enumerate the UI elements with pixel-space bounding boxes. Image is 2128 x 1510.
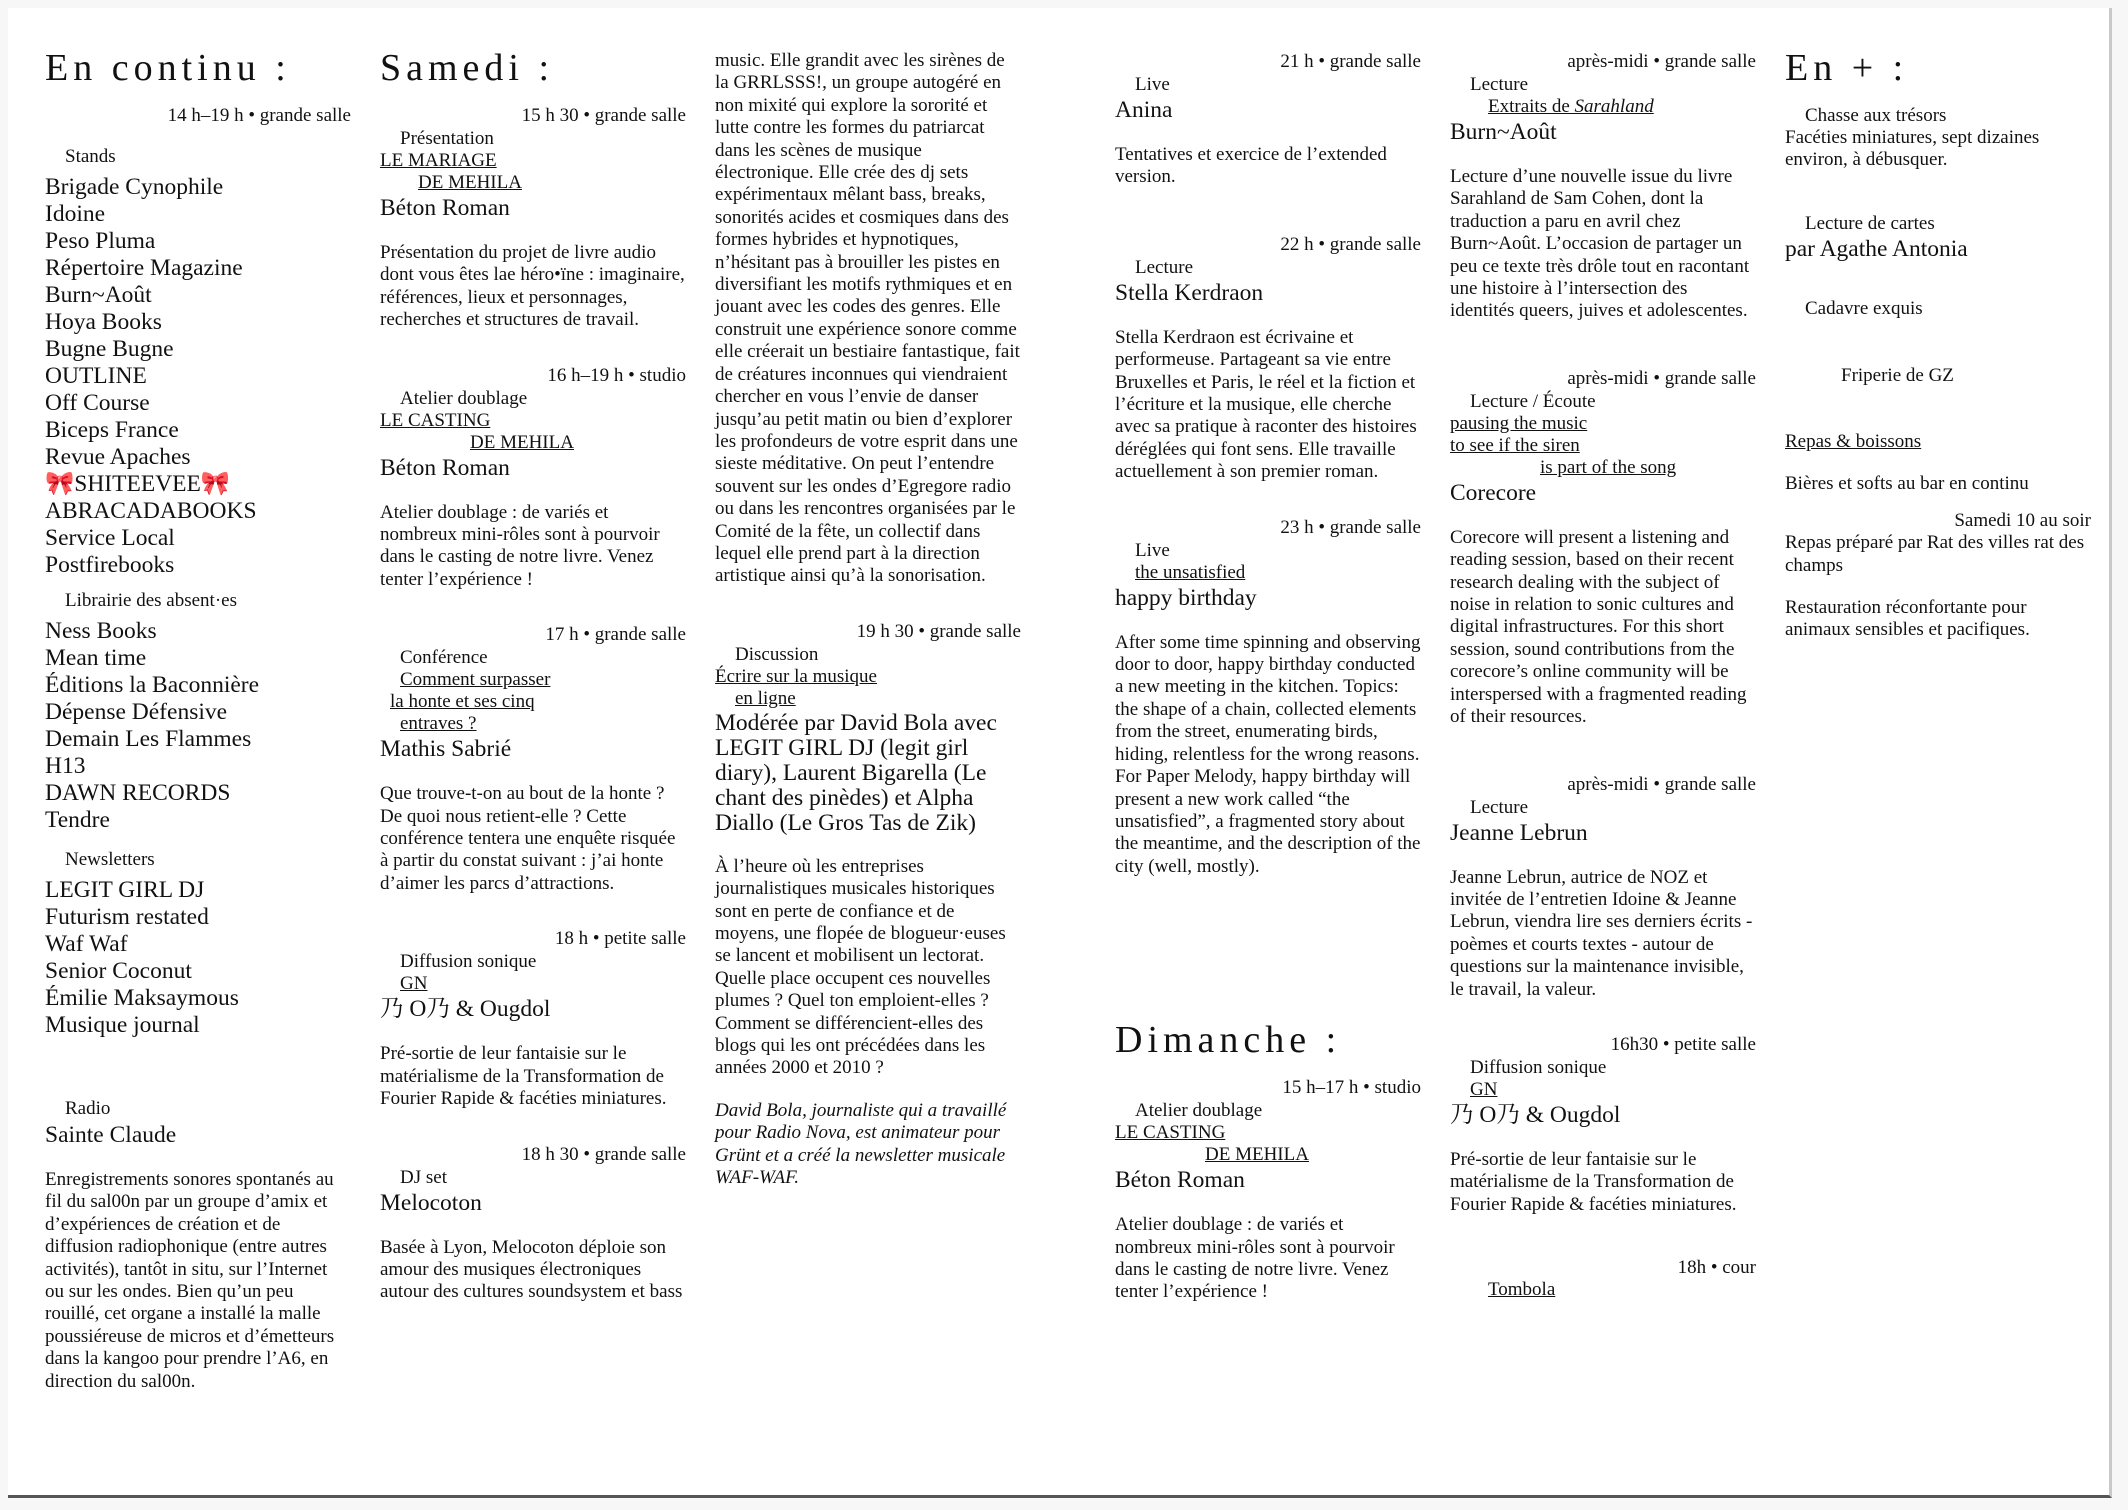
event-description: Corecore will present a listening and reading session, based on their recent research dealing with the subject of noise in relation to sonic cultures and digital infrastructures. For this short session, sound contributions from the corecore’s online community will be interspersed with a fragmented reading of their resources.: [1450, 526, 1747, 728]
radio-body: Enregistrements sonores spontanés au fil du sal00n par un groupe d’amix et d’expériences de création et de diffusion radiophonique (entre autres activités), tantôt in situ, sur l’Internet ou sur les ondes. Bien qu’un peu rouillé, cet organe a installé la malle poussiéreuse de micros et d’émetteurs dans la kangoo pour prendre l’A6, en direction du sal00n.: [45, 1169, 335, 1392]
event-kind: Lecture / Écoute: [1470, 390, 1596, 412]
event-artist: Corecore: [1450, 479, 1537, 506]
radio-label: Radio: [65, 1098, 111, 1119]
newsletters-label: Newsletters: [65, 849, 155, 870]
stand-item: Bugne Bugne: [45, 336, 174, 362]
event-description: Stella Kerdraon est écrivaine et performeuse. Partageant sa vie entre Bruxelles et Paris, le réel et la fiction et l’écriture et la musique, elle cherche avec sa pratique à raconter des histoires déréglées qui font sens. Elle travaille actuellement à son premier roman.: [1115, 326, 1417, 483]
event-description: After some time spinning and observing door to door, happy birthday conducted a new meeting in the kitchen. Topics: the shape of a chain, collected elements from the street, enumerating birds, hiding, relentless for the wrong reasons. For Paper Melody, happy birthday will present a new work called “the unsatisfied”, a fragmented story about the meantime, and the description of the city (well, mostly).: [1115, 631, 1421, 877]
event-kind: Présentation: [400, 128, 494, 149]
heading-en-continu: En continu :: [45, 47, 291, 89]
event-kind: Live: [1135, 74, 1170, 95]
event-description-continued: music. Elle grandit avec les sirènes de la GRRLSSS!, un groupe autogéré en non mixité qui explore la sororité et lutte contre les formes du patriarcat dans les scènes de musique électronique. Elle crée des dj sets expérimentaux mêlant bass, breaks, sonorités acides et cosmiques dans des formes hybrides et hypnotiques, n’hésitant pas à brouiller les pistes en diversifiant les motifs rythmiques et en jouant avec les codes des genres. Elle construit une expérience sonore comme elle créerait un bestiaire fantastique, fait de créatures inconnues qui viendraient chercher en vous l’envie de danser jusqu’au petit matin ou bien d’explorer les profondeurs de votre esprit dans une sieste méditative. On peut l’entendre souvent sur les ondes d’Egregore radio ou dans les rencontres organisées par le Comité de la fête, un collectif dans lequel elle prend part à la direction artistique ainsi qu’à la sonorisation.: [715, 50, 1020, 587]
event-kind: Atelier doublage: [400, 387, 528, 409]
event-description: Atelier doublage : de variés et nombreux mini-rôles sont à pourvoir dans le casting de notre livre. Venez tenter l’expérience !: [380, 501, 660, 590]
event-kind: Discussion: [735, 643, 819, 665]
event-kind: Diffusion sonique: [400, 951, 537, 973]
event-artist: Mathis Sabrié: [380, 736, 512, 763]
event-description: Pré-sortie de leur fantaisie sur le matérialisme de la Transformation de Fourier Rapide & facéties miniatures.: [380, 1043, 667, 1110]
repas-body: Repas préparé par Rat des villes rat des champs: [1785, 532, 2085, 576]
event-kind: Conférence: [400, 647, 488, 669]
event-description: Atelier doublage : de variés et nombreux mini-rôles sont à pourvoir dans le casting de notre livre. Venez tenter l’expérience !: [1115, 1214, 1395, 1303]
event-when: 15 h–17 h • studio: [1282, 1077, 1421, 1099]
event-title-link[interactable]: pausing the music to see if the siren is part of the song: [1450, 412, 1677, 478]
event-when: après-midi • grande salle: [1567, 51, 1756, 72]
stand-item: 🎀SHITEEVEE🎀: [45, 471, 231, 497]
heading-en-plus: En + :: [1785, 47, 1909, 89]
event-artist: Jeanne Lebrun: [1450, 819, 1588, 846]
column-en-plus: [1785, 36, 2091, 642]
event-when: 16h30 • petite salle: [1610, 1033, 1756, 1055]
event-when: après-midi • grande salle: [1567, 773, 1756, 795]
event-kind: Diffusion sonique: [1470, 1056, 1607, 1078]
event-artist: Anina: [1115, 97, 1173, 123]
event-when: 18h • cour: [1677, 1257, 1756, 1279]
event-kind: Atelier doublage: [1135, 1100, 1263, 1122]
event-kind: Lecture: [1470, 74, 1529, 95]
heading-dimanche: Dimanche :: [1115, 1019, 1342, 1062]
heading-samedi: Samedi :: [380, 47, 555, 89]
bieres-text: Bières et softs au bar en continu: [1785, 472, 2029, 494]
cartes-name: par Agathe Antonia: [1785, 235, 1968, 262]
restauration-text: Restauration réconfortante pour animaux sensibles et pacifiques.: [1785, 597, 2030, 641]
stand-item: Biceps France: [45, 417, 179, 443]
librairie-item: Mean time: [45, 645, 147, 671]
stand-item: ABRACADABOOKS: [45, 498, 257, 524]
cartes-label: Lecture de cartes: [1805, 212, 1935, 234]
event-description: Basée à Lyon, Melocoton déploie son amour des musiques électroniques autour des cultures soundsystem et bass: [380, 1236, 683, 1303]
event-description: Tentatives et exercice de l’extended version.: [1115, 144, 1387, 188]
event-when: 21 h • grande salle: [1280, 51, 1421, 72]
event-description: Jeanne Lebrun, autrice de NOZ et invitée de l’entretien Idoine & Jeanne Lebrun, viendra lire ses derniers écrits - poèmes et courts textes - autour de questions sur la maintenance invisible, le travail, la valeur.: [1450, 866, 1753, 1000]
stand-item: Postfirebooks: [45, 552, 175, 578]
column-samedi-1: [380, 36, 686, 1304]
stands-label: Stands: [65, 146, 116, 167]
event-artist: Stella Kerdraon: [1115, 279, 1264, 306]
event-title-link[interactable]: GN: [400, 973, 428, 995]
stand-item: Off Course: [45, 390, 150, 416]
column-en-continu: [45, 36, 351, 1393]
event-title-link[interactable]: Extraits de Sarahland: [1488, 96, 1654, 117]
event-when: 23 h • grande salle: [1280, 516, 1421, 538]
event-kind: Live: [1135, 539, 1170, 561]
librairie-item: Demain Les Flammes: [45, 726, 252, 752]
event-kind: DJ set: [400, 1166, 447, 1188]
event-description: Présentation du projet de livre audio dont vous êtes lae héro•ïne : imaginaire, références, lieux et personnages, recherches et structures de travail.: [380, 242, 685, 331]
tombola-link[interactable]: Tombola: [1488, 1279, 1556, 1301]
program-page: [8, 8, 2112, 1498]
event-when: après-midi • grande salle: [1567, 367, 1756, 389]
event-when: 16 h–19 h • studio: [547, 364, 686, 386]
radio-name: Sainte Claude: [45, 1122, 177, 1148]
event-artist: Béton Roman: [1115, 1167, 1245, 1194]
cadavre-exquis: Cadavre exquis: [1805, 297, 1923, 319]
newsletter-item: Senior Coconut: [45, 958, 192, 984]
event-artist: Melocoton: [380, 1189, 482, 1216]
event-description: Que trouve-t-on au bout de la honte ? De quoi nous retient-elle ? Cette conférence tentera une enquête risquée à partir du constat suivant : j’ai honte d’aimer les parcs d’attractions.: [380, 783, 676, 894]
event-note: David Bola, journaliste qui a travaillé pour Radio Nova, est animateur pour Grünt et a créé la newsletter musicale WAF-WAF.: [715, 1099, 1007, 1189]
librairie-item: Éditions la Baconnière: [45, 672, 260, 698]
event-when: 22 h • grande salle: [1280, 233, 1421, 255]
librairie-item: DAWN RECORDS: [45, 780, 231, 806]
event-when: 15 h 30 • grande salle: [521, 105, 686, 126]
event-title-link[interactable]: Comment surpasser la honte et ses cinq entraves ?: [390, 669, 551, 735]
stand-item: Peso Pluma: [45, 228, 156, 254]
librairie-item: Tendre: [45, 807, 110, 833]
newsletter-item: Futurism restated: [45, 904, 209, 930]
stand-item: Revue Apaches: [45, 444, 191, 470]
event-artist: Burn~Août: [1450, 119, 1557, 145]
event-when: 18 h 30 • grande salle: [521, 1143, 686, 1165]
column-samedi-3-dimanche-1: [1115, 36, 1421, 1304]
event-kind: Lecture: [1135, 256, 1194, 278]
event-title-link[interactable]: the unsatisfied: [1135, 561, 1246, 583]
event-artist: Béton Roman: [380, 195, 510, 221]
stands-list: [45, 174, 351, 579]
event-when: 17 h • grande salle: [545, 624, 686, 646]
event-title-link[interactable]: LE CASTING DE MEHILA: [1115, 1122, 1309, 1166]
event-artist: Béton Roman: [380, 454, 510, 481]
librairie-item: Ness Books: [45, 618, 157, 644]
friperie: Friperie de GZ: [1841, 364, 1954, 386]
event-title-link[interactable]: LE CASTING DE MEHILA: [380, 409, 574, 453]
stand-item: Répertoire Magazine: [45, 255, 243, 281]
event-title-link[interactable]: LE MARIAGE DE MEHILA: [380, 150, 522, 193]
event-kind: Lecture: [1470, 796, 1529, 818]
stand-item: OUTLINE: [45, 363, 147, 389]
librairie-label: Librairie des absent·es: [65, 590, 237, 611]
event-when: 18 h • petite salle: [554, 928, 686, 950]
column-dimanche-2: [1450, 36, 1756, 1301]
stand-item: Brigade Cynophile: [45, 174, 224, 200]
event-description: Pré-sortie de leur fantaisie sur le matérialisme de la Transformation de Fourier Rapide & facéties miniatures.: [1450, 1148, 1737, 1215]
newsletter-item: Musique journal: [45, 1012, 200, 1038]
event-description: À l’heure où les entreprises journalistiques musicales historiques sont en perte de confiance et de moyens, une flopée de blogueur·euses se lancent et mobilisent un lectorat. Quelle place occupent ces nouvelles plumes ? Quel ton emploient-elles ? Comment se différencient-elles des blogs qui les ont précédées dans les années 2000 et 2010 ?: [715, 855, 1006, 1079]
event-artist: Modérée par David Bola avec LEGIT GIRL DJ (legit girl diary), Laurent Bigarella (Le chant des pinèdes) et Alpha Diallo (Le Gros Tas de Zik): [715, 709, 997, 836]
event-artist: happy birthday: [1115, 584, 1257, 611]
chasse-label: Chasse aux trésors: [1805, 105, 1947, 126]
column-samedi-2: [715, 36, 1021, 1189]
stand-item: Hoya Books: [45, 309, 162, 335]
event-description: Lecture d’une nouvelle issue du livre Sarahland de Sam Cohen, dont la traduction a paru en avril chez Burn~Août. L’occasion de partager un peu ce texte très drôle tout en racontant une histoire à l’intersection des identités queers, juives et adolescentes.: [1450, 166, 1750, 322]
newsletter-item: Waf Waf: [45, 931, 128, 957]
chasse-body: Facéties miniatures, sept dizaines environ, à débusquer.: [1785, 127, 2040, 171]
event-when: 19 h 30 • grande salle: [856, 620, 1021, 642]
stand-item: Burn~Août: [45, 282, 152, 308]
samedi-soir-when: Samedi 10 au soir: [1954, 510, 2091, 532]
event-artist: 乃 O乃 & Ougdol: [1450, 1101, 1621, 1128]
stand-item: Service Local: [45, 525, 175, 551]
stand-item: Idoine: [45, 201, 106, 227]
repas-title-link[interactable]: Repas & boissons: [1785, 430, 1922, 452]
librairie-item: Dépense Défensive: [45, 699, 228, 725]
newsletters-list: [45, 877, 351, 1039]
librairie-list: [45, 618, 351, 834]
newsletter-item: LEGIT GIRL DJ: [45, 877, 205, 903]
event-artist: 乃 O乃 & Ougdol: [380, 996, 551, 1023]
librairie-item: H13: [45, 753, 86, 779]
continu-when: 14 h–19 h • grande salle: [167, 105, 351, 126]
event-title-link[interactable]: GN: [1470, 1078, 1498, 1100]
newsletter-item: Émilie Maksaymous: [45, 985, 239, 1011]
event-title-link[interactable]: Écrire sur la musique en ligne: [715, 665, 877, 709]
